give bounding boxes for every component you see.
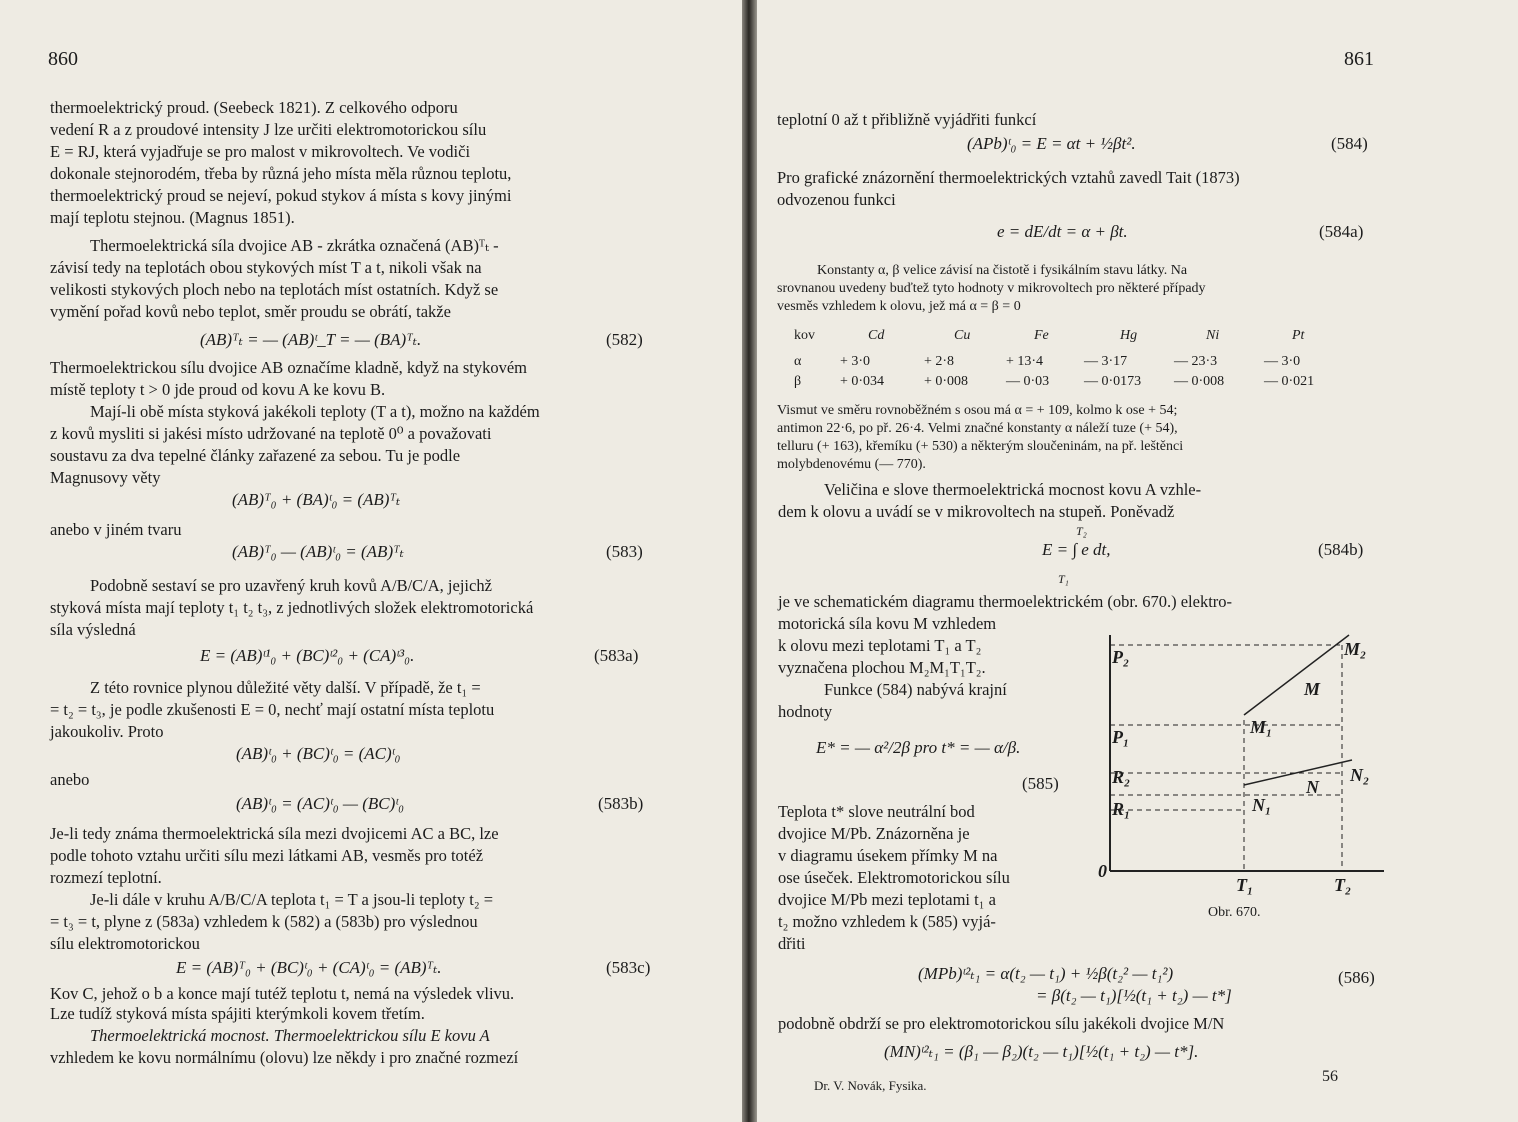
text-line: Je-li dále v kruhu A/B/C/A teplota t₁ = T a jsou-li teploty t₂ = xyxy=(90,890,494,909)
equation: E* = — α²/2β pro t* = — α/β. xyxy=(816,738,1021,757)
figure-label: 0 xyxy=(1098,861,1107,881)
footer-author: Dr. V. Novák, Fysika. xyxy=(814,1078,927,1093)
table-cell: — 3·17 xyxy=(1084,354,1128,369)
book-gutter xyxy=(742,0,757,1122)
table-header: Pt xyxy=(1292,328,1305,343)
table-cell: — 0·0173 xyxy=(1084,374,1142,389)
text-line: v diagramu úsekem přímky M na xyxy=(778,846,998,865)
text-line: síla výsledná xyxy=(50,620,136,639)
text-line: Funkce (584) nabývá krajní xyxy=(824,680,1007,699)
figure-label: P₁ xyxy=(1112,727,1130,747)
equation: e = dE/dt = α + βt. xyxy=(997,222,1128,241)
text-line: dvojice M/Pb mezi teplotami t₁ a xyxy=(778,890,996,909)
text-line: dřiti xyxy=(778,934,806,953)
text-line: Thermoelektrická síla dvojice AB - zkrátka označená (AB)ᵀₜ - xyxy=(90,236,499,255)
table-cell: + 0·008 xyxy=(924,374,969,389)
text-line: rozmezí teplotní. xyxy=(50,868,162,887)
equation xyxy=(1042,540,1111,560)
text-line: vzhledem ke kovu normálnímu (olovu) lze někdy i pro značné rozmezí xyxy=(50,1048,519,1067)
text-line: motorická síla kovu M vzhledem xyxy=(778,614,997,633)
table-header: Cd xyxy=(868,328,885,343)
table-cell: + 0·034 xyxy=(840,374,885,389)
figure-label: T₂ xyxy=(1334,875,1352,895)
figure-label: M₂ xyxy=(1344,639,1367,659)
text-line: z kovů mysliti si jakési místo udržované na teplotě 0⁰ a považovati xyxy=(50,424,492,443)
text-line: anebo xyxy=(50,770,90,789)
equation: E = (AB)ᵀ₀ + (BC)ᵗ₀ + (CA)ᵗ₀ = (AB)ᵀₜ. xyxy=(176,958,442,977)
table-cell: + 2·8 xyxy=(924,354,955,369)
table-header: kov xyxy=(794,328,815,343)
text-line: = t₂ = t₃, je podle zkušenosti E = 0, nechť mají ostatní místa teplotu xyxy=(50,700,495,719)
equation: (AB)ᵗ₀ = (AC)ᵗ₀ — (BC)ᵗ₀ xyxy=(236,794,405,813)
note-line: telluru (+ 163), křemíku (+ 530) a některým sloučeninám, na př. leštěnci xyxy=(777,439,1184,454)
text-line: je ve schematickém diagramu thermoelektrickém (obr. 670.) elektro- xyxy=(778,592,1233,611)
equation-number: (583c) xyxy=(606,958,651,977)
text-line: Magnusovy věty xyxy=(50,468,161,487)
left-page xyxy=(0,0,742,1122)
equation: (AB)ᵀₜ = — (AB)ᵗ_T = — (BA)ᵀₜ. xyxy=(200,330,422,349)
equation-number: (585) xyxy=(1022,774,1059,793)
line-M xyxy=(1244,635,1349,715)
text-line: Podobně sestaví se pro uzavřený kruh kovů A/B/C/A, jejichž xyxy=(90,576,492,595)
figure-label: T₁ xyxy=(1236,875,1254,895)
table-header: Ni xyxy=(1206,328,1220,343)
text-line: Pro grafické znázornění thermoelektrických vztahů zavedl Tait (1873) xyxy=(777,168,1240,187)
text-line: sílu elektromotorickou xyxy=(50,934,200,953)
equation: (MN)ᵗ²ₜ₁ = (β₁ — β₂)(t₂ — t₁)[½(t₁ + t₂) — t*]. xyxy=(884,1042,1199,1061)
thermoelectric-diagram xyxy=(1094,625,1394,915)
text-line: dvojice M/Pb. Znázorněna je xyxy=(778,824,970,843)
text-line: velikosti stykových ploch nebo na teplotách míst ostatních. Když se xyxy=(50,280,499,299)
text-line: odvozenou funkci xyxy=(777,190,896,209)
note-line: vesměs vzhledem k olovu, jež má α = β = 0 xyxy=(777,299,1021,314)
equation-number: (584a) xyxy=(1319,222,1364,241)
page-number: 861 xyxy=(1344,48,1374,70)
figure-label: R₁ xyxy=(1112,799,1131,819)
text-line: styková místa mají teploty t₁ t₂ t₃, z jednotlivých složek elektromotorická xyxy=(50,598,534,617)
text-line: thermoelektrický proud. (Seebeck 1821). Z celkového odporu xyxy=(50,98,458,117)
text-line: podobně obdrží se pro elektromotorickou sílu jakékoli dvojice M/N xyxy=(778,1014,1225,1033)
equation: (AB)ᵀ₀ — (AB)ᵗ₀ = (AB)ᵀₜ xyxy=(232,542,404,561)
table-cell: — 3·0 xyxy=(1264,354,1301,369)
figure-label: N xyxy=(1306,777,1319,797)
text-line: dokonale stejnorodém, třeba by různá jeho místa měla různou teplotu, xyxy=(50,164,512,183)
text-line: mají teplotu stejnou. (Magnus 1851). xyxy=(50,208,295,227)
text-line: závisí tedy na teplotách obou stykových míst T a t, nikoli však na xyxy=(50,258,482,277)
text-line: ose úseček. Elektromotorickou sílu xyxy=(778,868,1010,887)
text-line: Je-li tedy známa thermoelektrická síla mezi dvojicemi AC a BC, lze xyxy=(50,824,499,843)
table-header: Hg xyxy=(1120,328,1138,343)
text-line: k olovu mezi teplotami T₁ a T₂ xyxy=(778,636,982,655)
text-line: Thermoelektrickou sílu dvojice AB označíme kladně, když na stykovém xyxy=(50,358,527,377)
text-line: E = RJ, která vyjadřuje se pro malost v mikrovoltech. Ve vodiči xyxy=(50,142,471,161)
text-line: Z této rovnice plynou důležité věty další. V případě, že t₁ = xyxy=(90,678,481,697)
text-line: místě teploty t > 0 jde proud od kovu A ke kovu B. xyxy=(50,380,386,399)
table-cell: + 13·4 xyxy=(1006,354,1044,369)
equation: (AB)ᵗ₀ + (BC)ᵗ₀ = (AC)ᵗ₀ xyxy=(236,744,401,763)
text-line: podle tohoto vztahu určiti sílu mezi látkami AB, vesměs pro totéž xyxy=(50,846,484,865)
note-line: antimon 22·6, po př. 26·4. Velmi značné konstanty α náleží tuze (+ 54), xyxy=(777,421,1178,436)
page-number: 860 xyxy=(48,48,78,70)
figure-label: M₁ xyxy=(1250,717,1273,737)
figure-label: R₂ xyxy=(1112,767,1131,787)
note-line: Vismut ve směru rovnoběžném s osou má α = + 109, kolmo k ose + 54; xyxy=(777,403,1178,418)
integral-expression: E = ∫ e dt, xyxy=(1042,540,1111,559)
note-line: srovnanou uvedeny buďtež tyto hodnoty v mikrovoltech pro některé případy xyxy=(777,281,1206,296)
text-line: Mají-li obě místa styková jakékoli teploty (T a t), možno na každém xyxy=(90,402,540,421)
note-line: molybdenovému (— 770). xyxy=(777,457,926,472)
note-line: Konstanty α, β velice závisí na čistotě i fysikálním stavu látky. Na xyxy=(817,263,1188,278)
equation: E = (AB)ᵗ¹₀ + (BC)ᵗ²₀ + (CA)ᵗ³₀. xyxy=(200,646,415,665)
equation-number: (584) xyxy=(1331,134,1368,153)
text-line: vedení R a z proudové intensity J lze určiti elektromotorickou sílu xyxy=(50,120,487,139)
text-line: Lze tudíž styková místa spájiti kterýmkoli kovem třetím. xyxy=(50,1004,425,1023)
figure-label: N₂ xyxy=(1350,765,1370,785)
equation: (MPb)ᵗ²ₜ₁ = α(t₂ — t₁) + ½β(t₂² — t₁²) xyxy=(918,964,1174,983)
text-line: Teplota t* slove neutrální bod xyxy=(778,802,975,821)
table-cell: α xyxy=(794,354,802,369)
integral-lower-limit: T₁ xyxy=(1058,572,1069,586)
text-line: soustavu za dva tepelné články zařazené za sebou. Tu je podle xyxy=(50,446,461,465)
equation: = β(t₂ — t₁)[½(t₁ + t₂) — t*] xyxy=(1036,986,1232,1005)
footer-sheet-number: 56 xyxy=(1322,1068,1338,1085)
figure-label: N₁ xyxy=(1252,795,1272,815)
text-line: dem k olovu a uvádí se v mikrovoltech na stupeň. Poněvadž xyxy=(778,502,1175,521)
equation-number: (583a) xyxy=(594,646,639,665)
text-line: anebo v jiném tvaru xyxy=(50,520,182,539)
text-line: jakoukoliv. Proto xyxy=(50,722,164,741)
table-cell: β xyxy=(794,374,802,389)
table-cell: — 0·03 xyxy=(1006,374,1050,389)
table-cell: + 3·0 xyxy=(840,354,871,369)
text-line: t₂ možno vzhledem k (585) vyjá- xyxy=(778,912,996,931)
integral-upper-limit: T₂ xyxy=(1076,524,1087,538)
equation-number: (583) xyxy=(606,542,643,561)
text-line: teplotní 0 až t přibližně vyjádřiti funkcí xyxy=(777,110,1037,129)
table-cell: — 0·008 xyxy=(1174,374,1225,389)
table-header: Cu xyxy=(954,328,971,343)
text-line: = t₃ = t, plyne z (583a) vzhledem k (582) a (583b) pro výslednou xyxy=(50,912,478,931)
figure-label: P₂ xyxy=(1112,647,1130,667)
table-header: Fe xyxy=(1034,328,1049,343)
equation-number: (584b) xyxy=(1318,540,1364,559)
text-line: Thermoelektrická mocnost. Thermoelektrickou sílu E kovu A xyxy=(90,1026,490,1045)
text-line: hodnoty xyxy=(778,702,833,721)
equation-number: (586) xyxy=(1338,968,1375,987)
figure-caption: Obr. 670. xyxy=(1208,905,1261,920)
right-page xyxy=(757,0,1518,1122)
text-line: Kov C, jehož o b a konce mají tutéž teplotu t, nemá na výsledek vlivu. xyxy=(50,984,515,1003)
text-line: vymění pořad kovů nebo teplot, směr proudu se obrátí, takže xyxy=(50,302,451,321)
figure-label: M xyxy=(1304,679,1321,699)
table-cell: — 0·021 xyxy=(1264,374,1315,389)
table-cell: — 23·3 xyxy=(1174,354,1218,369)
equation-number: (583b) xyxy=(598,794,644,813)
text-line: Veličina e slove thermoelektrická mocnost kovu A vzhle- xyxy=(824,480,1202,499)
equation: (AB)ᵀ₀ + (BA)ᵗ₀ = (AB)ᵀₜ xyxy=(232,490,401,509)
equation: (APb)ᵗ₀ = E = αt + ½βt². xyxy=(967,134,1136,153)
text-line: thermoelektrický proud se nejeví, pokud stykov á místa s kovy jinými xyxy=(50,186,512,205)
equation-number: (582) xyxy=(606,330,643,349)
text-line: vyznačena plochou M₂M₁T₁T₂. xyxy=(778,658,986,677)
